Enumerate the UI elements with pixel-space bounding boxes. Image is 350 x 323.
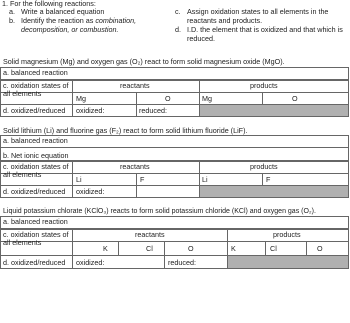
reaction-3-reactant-o: O [188, 244, 194, 253]
reaction-1-product-o: O [292, 94, 298, 103]
reaction-3-reactant-k: K [103, 244, 108, 253]
reaction-2-reactants-header: reactants [120, 162, 150, 171]
reaction-2-reactant-f: F [140, 175, 145, 184]
reaction-2-oxred-label: d. oxidized/reduced [3, 187, 66, 196]
instruction-b-italic: combination, [93, 16, 137, 25]
reaction-3-product-o: O [317, 244, 323, 253]
reaction-3-reduced: reduced: [168, 258, 196, 267]
reaction-3-reactants-header: reactants [135, 230, 165, 239]
reaction-2-product-li: Li [202, 175, 208, 184]
reaction-3-oxidized: oxidized: [76, 258, 105, 267]
reaction-1-reactant-o: O [165, 94, 171, 103]
instruction-b-line2: decomposition, or combustion. [21, 25, 119, 34]
reaction-1-ox-label: c. oxidation states of all elements [3, 81, 69, 99]
reaction-1-product-mg: Mg [202, 94, 212, 103]
reaction-2-oxidized: oxidized: [76, 187, 105, 196]
reaction-2-description: Solid lithium (Li) and fluorine gas (F₂) react to form solid lithium fluoride (LiF). [3, 126, 248, 135]
reaction-1-products-shaded [200, 105, 348, 116]
reaction-3-balanced-label: a. balanced reaction [3, 217, 68, 226]
instruction-b-plain: Identify the reaction as [21, 16, 94, 25]
reaction-1-oxidized: oxidized: [76, 106, 105, 115]
instruction-a-label: a. [9, 7, 15, 16]
reaction-3-oxred-label: d. oxidized/reduced [3, 258, 66, 267]
reaction-2-net-ionic-box [0, 147, 349, 161]
reaction-1-reactant-mg: Mg [76, 94, 86, 103]
instruction-d-line2: reduced. [187, 34, 215, 43]
reaction-2-balanced-label: a. balanced reaction [3, 136, 68, 145]
reaction-1-reactants-header: reactants [120, 81, 150, 90]
instruction-c-label: c. [175, 7, 181, 16]
reaction-3-description: Liquid potassium chlorate (KClO₃) reacts to form solid potassium chloride (KCl) and oxygen gas (O₂). [3, 208, 316, 215]
instruction-c-line2: reactants and products. [187, 16, 263, 25]
reaction-3-reactant-cl: Cl [146, 244, 153, 253]
reaction-1-balanced-label: a. balanced reaction [3, 68, 68, 77]
reaction-2-products-header: products [250, 162, 278, 171]
reaction-3-product-cl: Cl [270, 244, 277, 253]
reaction-2-products-shaded [200, 186, 348, 197]
reaction-3-products-shaded [228, 256, 348, 268]
reaction-2-product-f: F [266, 175, 271, 184]
instruction-b-label: b. [9, 16, 15, 25]
reaction-3-product-k: K [231, 244, 236, 253]
instruction-a-text: Write a balanced equation [21, 7, 105, 16]
reaction-1-description: Solid magnesium (Mg) and oxygen gas (O₂) react to form solid magnesium oxide (MgO). [3, 57, 285, 66]
reaction-1-reduced: reduced: [139, 106, 167, 115]
instruction-d-label: d. [175, 25, 181, 34]
instruction-c-line1: Assign oxidation states to all elements in the [187, 7, 329, 16]
reaction-1-oxred-label: d. oxidized/reduced [3, 106, 66, 115]
reaction-2-reactant-li: Li [76, 175, 82, 184]
reaction-1-products-header: products [250, 81, 278, 90]
instruction-d-line1: I.D. the element that is oxidized and that which is [187, 25, 343, 34]
reaction-2-net-ionic-label: b. Net ionic equation [3, 151, 69, 160]
reaction-3-ox-label: c. oxidation states of all elements [3, 230, 69, 248]
reaction-2-ox-label: c. oxidation states of all elements [3, 162, 69, 180]
instructions-title: 1. For the following reactions: [2, 0, 96, 8]
reaction-3-products-header: products [273, 230, 301, 239]
